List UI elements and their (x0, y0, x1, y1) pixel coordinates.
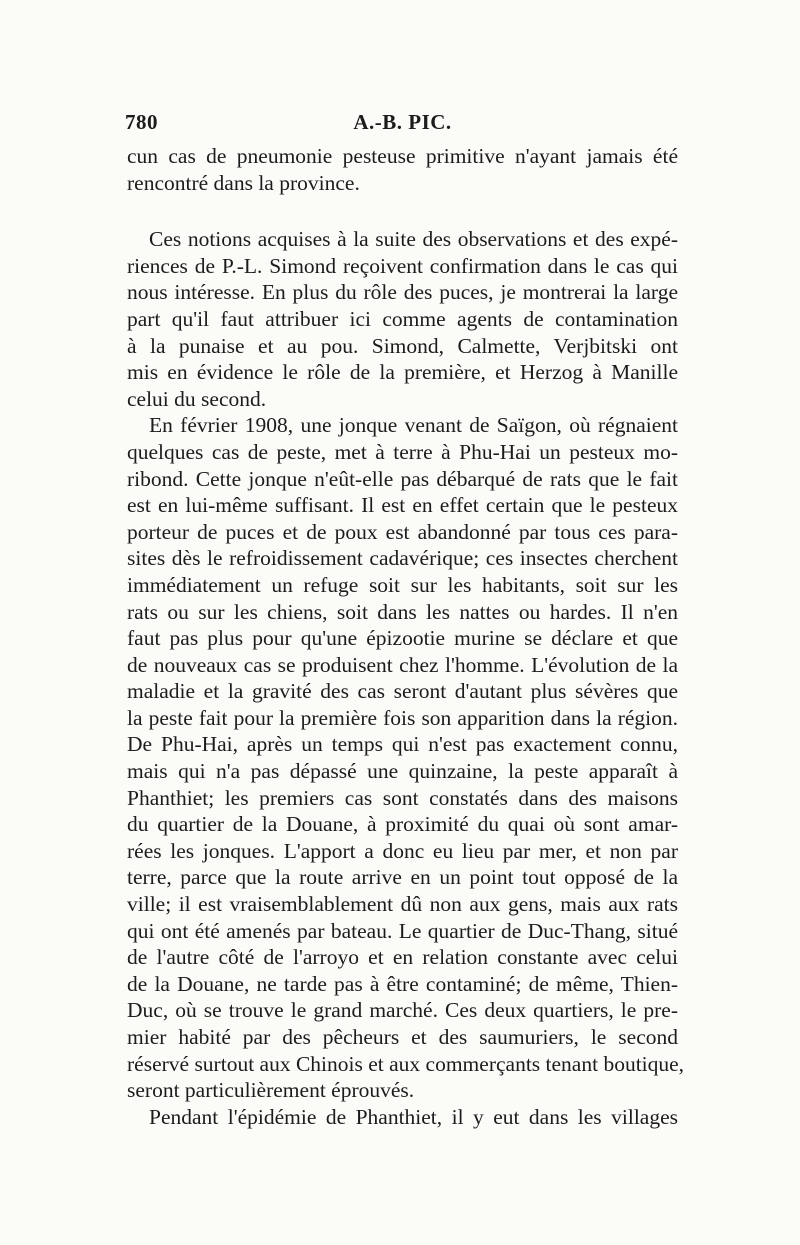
text-line: cun cas de pneumonie pesteuse primitive n'ayant jamais été (127, 144, 678, 168)
paragraph (127, 226, 678, 412)
text-line: maladie et la gravité des cas seront d'autant plus sévères que (127, 679, 678, 704)
body-text (127, 143, 685, 1130)
running-head: A.-B. PIC. (353, 110, 452, 134)
text-line: mais qui n'a pas dépassé une quinzaine, la peste apparaît à (127, 759, 678, 784)
paragraph (127, 1104, 678, 1131)
text-line: quelques cas de peste, met à terre à Phu-Hai un pesteux mo- (127, 439, 678, 464)
text-line: riences de P.-L. Simond reçoivent confirmation dans le cas qui (127, 253, 678, 278)
text-line: porteur de puces et de poux est abandonné par tous ces para- (127, 519, 678, 544)
text-line: terre, parce que la route arrive en un point tout opposé de la (127, 865, 678, 890)
text-line: sites dès le refroidissement cadavérique; ces insectes cherchent (127, 546, 678, 571)
text-line: rats ou sur les chiens, soit dans les nattes ou hardes. Il n'en (127, 599, 678, 624)
text-line: de l'autre côté de l'arroyo et en relation constante avec celui (127, 945, 678, 970)
text-line: est en lui-même suffisant. Il est en effet certain que le pesteux (127, 493, 678, 518)
text-line: de la Douane, ne tarde pas à être contaminé; de même, Thien- (127, 971, 678, 996)
text-line: Pendant l'épidémie de Phanthiet, il y eut dans les villages (149, 1104, 678, 1129)
text-line: ribond. Cette jonque n'eût-elle pas débarqué de rats que le fait (127, 466, 678, 491)
text-line: Phanthiet; les premiers cas sont constatés dans des maisons (127, 785, 678, 810)
text-line: part qu'il faut attribuer ici comme agents de contamination (127, 306, 678, 331)
text-line: En février 1908, une jonque venant de Saïgon, où régnaient (149, 413, 678, 438)
page-number: 780 (125, 110, 158, 134)
paragraph-gap (127, 196, 678, 226)
text-line: faut pas plus pour qu'une épizootie murine se déclare et que (127, 626, 678, 651)
text-line: mis en évidence le rôle de la première, et Herzog à Manille (127, 360, 678, 385)
text-line: réservé surtout aux Chinois et aux commerçants tenant boutique, (127, 1051, 685, 1076)
text-line: mier habité par des pêcheurs et des saumuriers, le second (127, 1025, 678, 1049)
text-line: nous intéresse. En plus du rôle des puces, je montrerai la large (127, 280, 678, 305)
text-line: qui ont été amenés par bateau. Le quartier de Duc-Thang, situé (127, 918, 678, 943)
text-line: de nouveaux cas se produisent chez l'homme. L'évolution de la (127, 652, 678, 677)
page-header (125, 110, 680, 140)
text-line: la peste fait pour la première fois son apparition dans la région. (127, 705, 678, 730)
text-line: rencontré dans la province. (127, 170, 360, 195)
text-line: ville; il est vraisemblablement dû non aux gens, mais aux rats (127, 892, 678, 917)
paragraph (127, 143, 678, 196)
text-line: du quartier de la Douane, à proximité du quai où sont amar- (127, 812, 678, 837)
text-line: De Phu-Hai, après un temps qui n'est pas exactement connu, (127, 732, 678, 757)
text-line: seront particulièrement éprouvés. (127, 1078, 415, 1103)
text-line: Ces notions acquises à la suite des observations et des expé- (149, 227, 678, 252)
text-line: celui du second. (127, 386, 267, 411)
paragraph (127, 412, 685, 1103)
text-line: immédiatement un refuge soit sur les habitants, soit sur les (127, 572, 678, 597)
text-line: Duc, où se trouve le grand marché. Ces deux quartiers, le pre- (127, 998, 678, 1023)
text-line: à la punaise et au pou. Simond, Calmette, Verjbitski ont (127, 333, 678, 358)
text-line: rées les jonques. L'apport a donc eu lieu par mer, et non par (127, 838, 678, 863)
